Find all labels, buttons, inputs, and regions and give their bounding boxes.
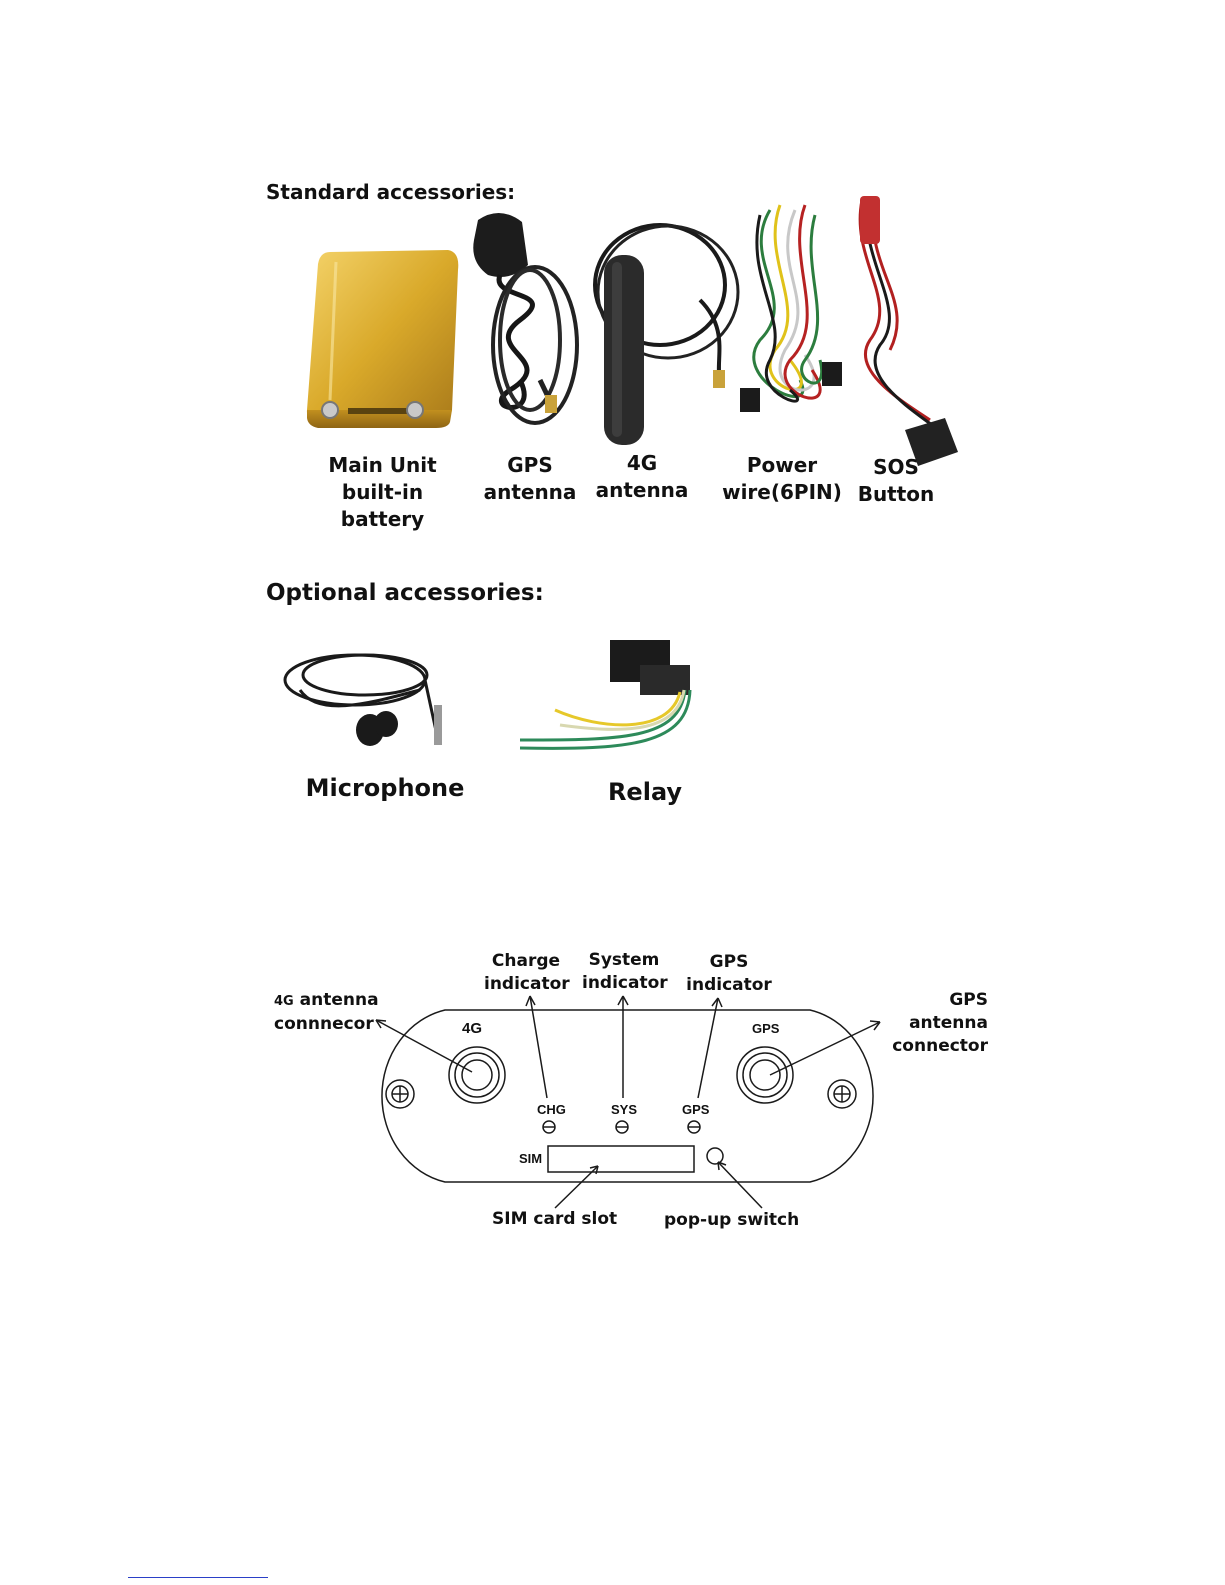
footer-link-underline: [128, 1577, 268, 1578]
panel-label-sim: SIM: [519, 1151, 543, 1166]
caption-relay: Relay: [607, 778, 683, 806]
caption-microphone: Microphone: [305, 774, 465, 802]
main-unit-image: [307, 250, 458, 428]
4g-antenna-image: [595, 225, 738, 445]
callout-system-indicator: System indicator: [582, 950, 668, 993]
standard-accessories-heading: Standard accessories:: [266, 180, 516, 204]
panel-label-sys: SYS: [611, 1102, 638, 1117]
caption-4g-antenna: 4G antenna: [595, 451, 689, 502]
callout-charge-indicator: Charge indicator: [484, 951, 570, 994]
panel-label-4g: 4G: [462, 1020, 483, 1037]
power-wire-image: [740, 205, 842, 412]
caption-main-unit: Main Unit built-in battery: [328, 453, 437, 531]
panel-label-gps-port: GPS: [752, 1021, 780, 1036]
optional-accessories-heading: Optional accessories:: [266, 580, 544, 606]
callout-popup-switch: pop-up switch: [664, 1210, 800, 1230]
caption-gps-antenna: GPS antenna: [483, 453, 577, 504]
caption-sos-button: SOS Button: [857, 455, 935, 506]
callout-4g-antenna-connector: 4G antenna connnecor: [274, 990, 379, 1034]
callout-gps-antenna-connector: GPS antenna connector: [892, 990, 988, 1056]
sos-button-image: [860, 196, 958, 466]
callout-sim-card-slot: SIM card slot: [492, 1209, 618, 1229]
panel-label-gps-led: GPS: [682, 1102, 710, 1117]
gps-antenna-image: [473, 213, 577, 423]
relay-image: [520, 640, 690, 748]
microphone-image: [285, 655, 442, 746]
panel-label-chg: CHG: [537, 1102, 566, 1117]
callout-gps-indicator: GPS indicator: [686, 952, 772, 995]
caption-power-wire: Power wire(6PIN): [722, 453, 842, 504]
